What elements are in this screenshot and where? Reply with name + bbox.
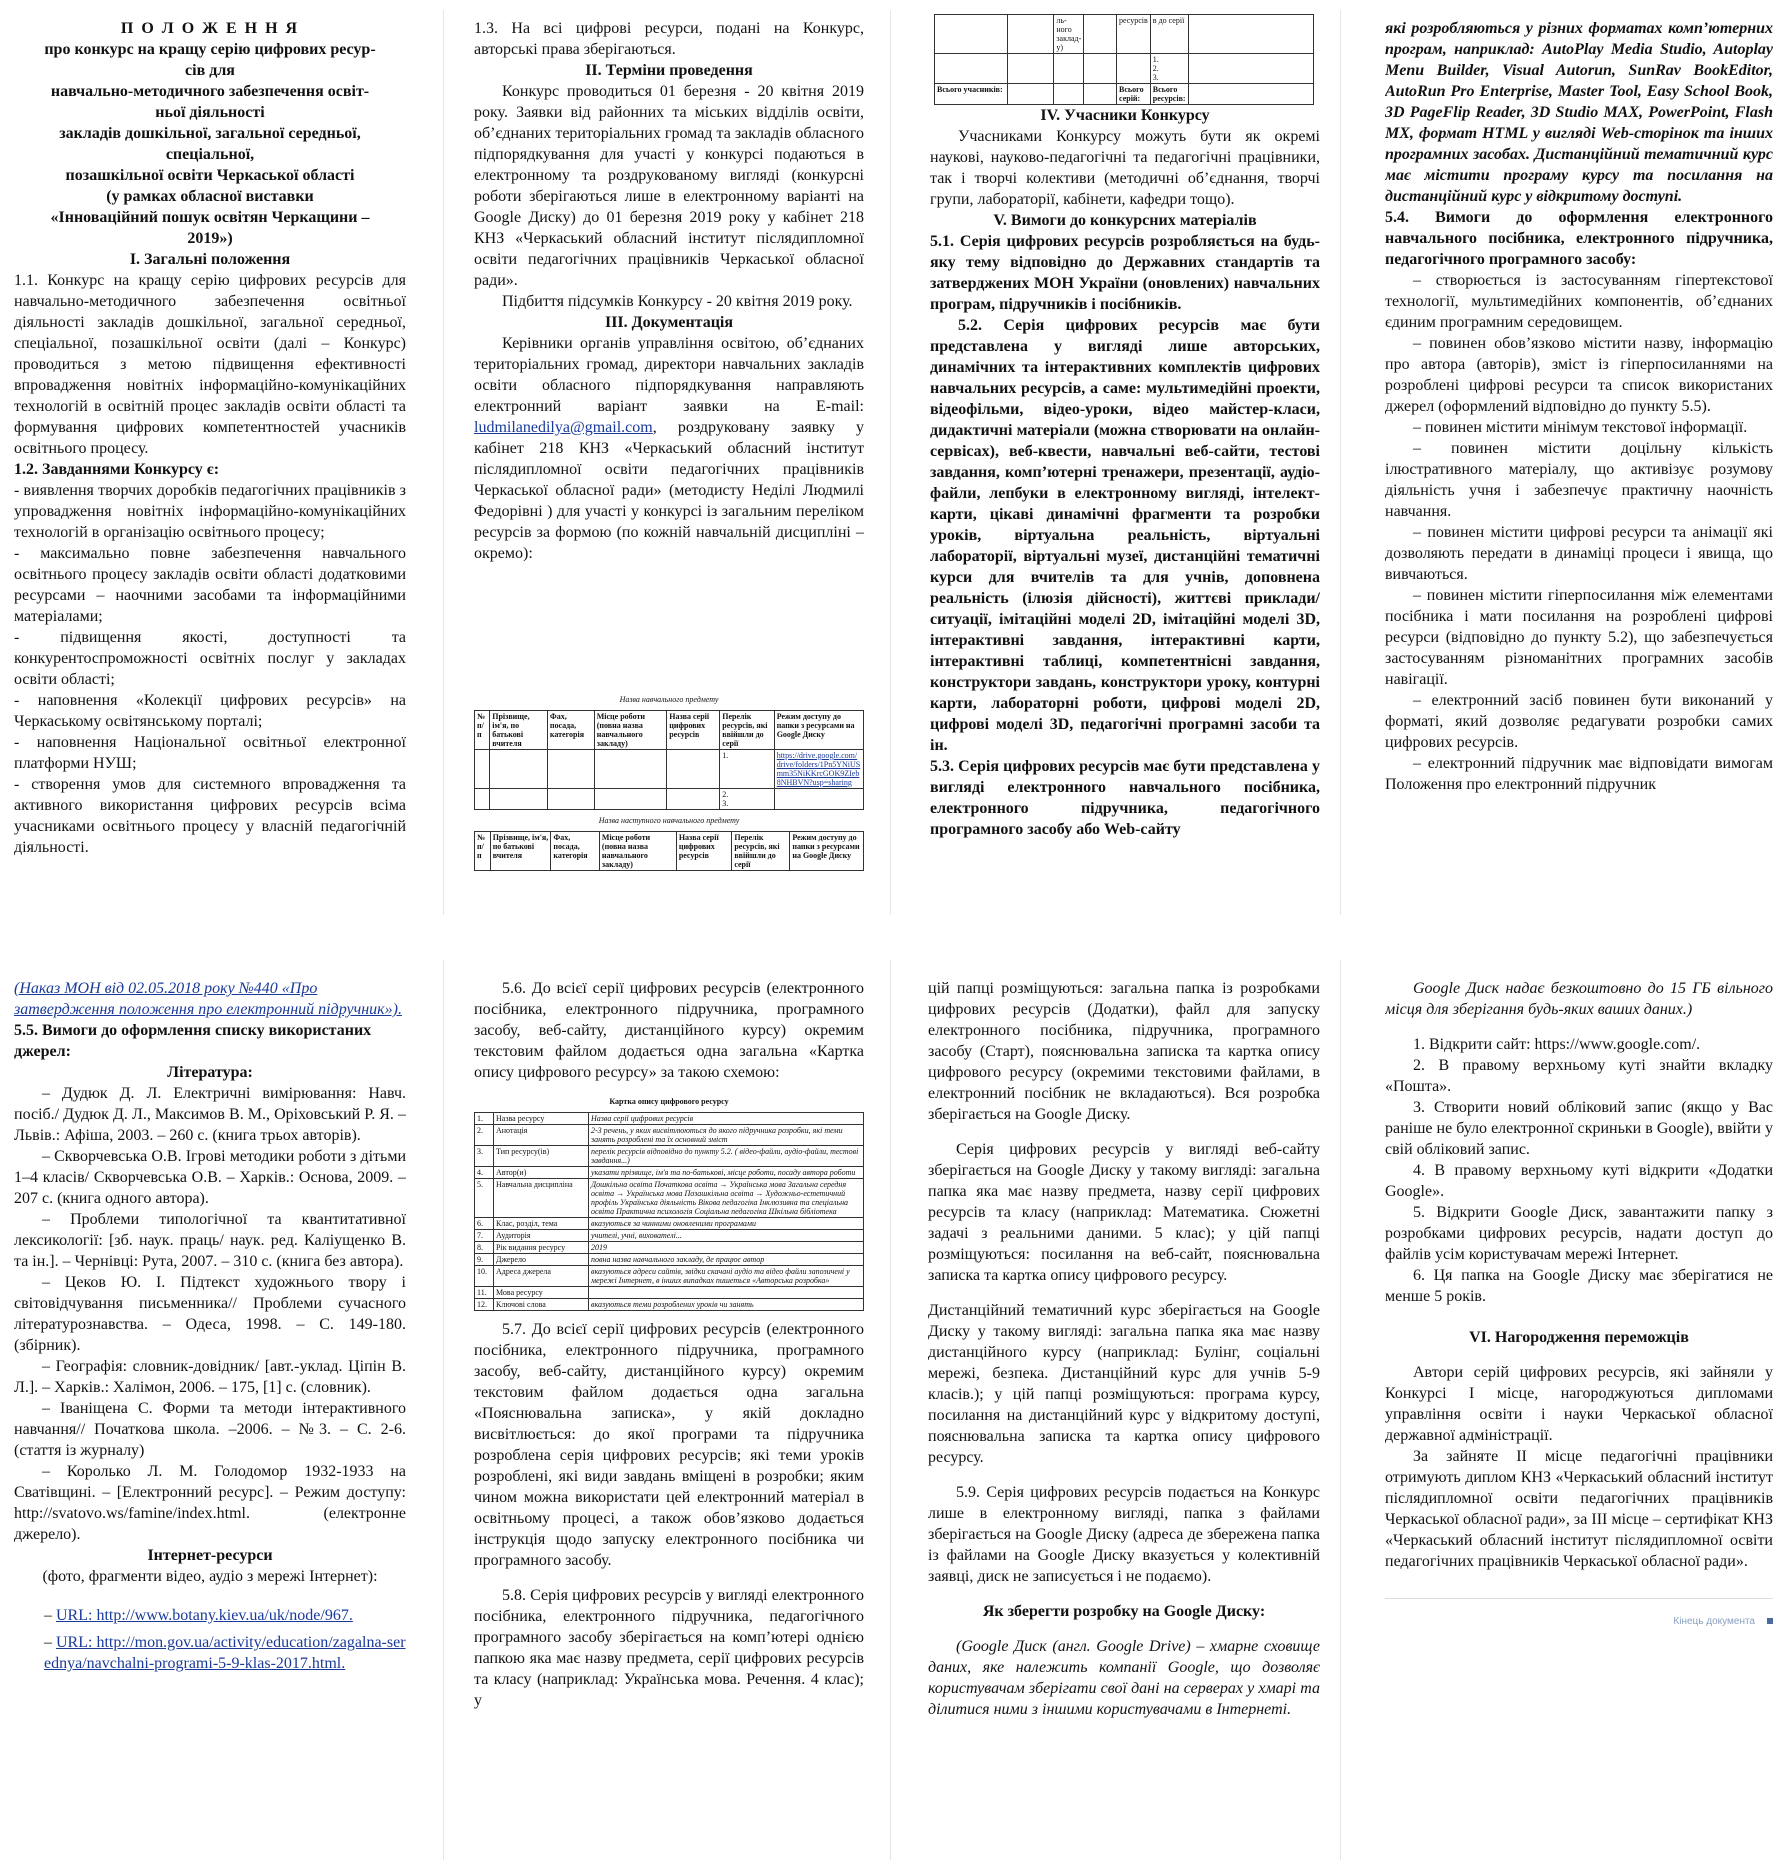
paragraph-1-1: 1.1. Конкурс на кращу серію цифрових ресурсів для навчально-методичного забезпечення освітньої діяльності закладів дошкільної, загальної середньої, спеціальної, позашкільної освіти (далі – Конкурс) проводиться з метою підвищення ефективності впровадження новітніх інформаційно-комунікаційних технологій в освітній процес закладів освіти області та формування цифрових компетентностей учасників освітнього процесу. xyxy=(14,272,406,457)
table-cell: 2019 xyxy=(589,1242,864,1254)
paragraph-5-8: 5.8. Серія цифрових ресурсів у вигляді електронного посібника, електронного підручника, педагогічного програмного засобу зберігається на комп’ютері однією папкою яка має назву предмета, серії цифрових ресурсів та класу (наприклад: Українська мова. Речення. 4 клас); у xyxy=(474,1587,864,1709)
title-line: спеціальної, xyxy=(165,146,255,163)
table-row xyxy=(475,1287,864,1299)
table-cell: 1. 2. 3. xyxy=(1150,54,1188,84)
table-cell: вказуються за чинними оновленими програмами xyxy=(589,1218,864,1230)
award-paragraph-1: Автори серій цифрових ресурсів, які зайняли у Конкурсі І місце, нагороджуються дипломами управління освіти і науки Черкаської обласної державної адміністрації. xyxy=(1385,1364,1773,1444)
email-link[interactable]: ludmilanedilya@gmail.com xyxy=(474,419,653,436)
course-paragraph: Дистанційний тематичний курс зберігається на Google Диску у такому вигляді: загальна папка яка має назву дистанційного курсу (наприклад: Булінг, соціальні мережі, безпека. Дистанційний курс для учнів 5-9 класів.); у цій папці розміщуються: програма курсу, посилання на дистанційний курс у відкритому доступі, пояснювальна записка та картка опису цифрового ресурсу. xyxy=(928,1302,1320,1466)
table-cell: Назва ресурсу xyxy=(494,1113,589,1125)
page-2 xyxy=(474,18,864,923)
table-cell: 2. 3. xyxy=(720,789,774,810)
paragraph-5-3-cont: які розробляються у різних форматах комп’ютерних програм, наприклад: AutoPlay Media Studio, Autoplay Menu Builder, Visual Autorun, SunRav BookEditor, AutoRun Pro Enterprise, Master Tool, Easy School Book, 3D PageFlip Reader, 3D Studio MAX, PowerPoint, Flash MX, формат HTML у вигляді Web-сторінок та інших програмних засобах. Дистанційний тематичний курс має містити програму курсу та посилання на дистанційний курс у відкритому доступі. xyxy=(1385,20,1773,205)
url-link[interactable]: URL: http://mon.gov.ua/activity/education/zagalna-serednya/navchalni-programi-5-9-klas-2017.html. xyxy=(44,1634,406,1672)
table-cell: Назва серії цифрових ресурсів xyxy=(589,1113,864,1125)
bullet-dash: – xyxy=(44,1634,56,1651)
list-item: - створення умов для системного впровадження та активного використання цифрових ресурсів всіма учасниками освітнього процесу у власній педагогічній діяльності. xyxy=(14,776,406,856)
tasks-list xyxy=(14,480,406,858)
page-6 xyxy=(474,978,864,1853)
list-item: – повинен обов’язково містити назву, інформацію про автора (авторів), зміст із гіперпосиланнями на розроблені цифрові ресурси та список використаних джерел (оформлений відповідно до пункту 5.5). xyxy=(1385,335,1773,415)
paragraph-5-4: 5.4. Вимоги до оформлення електронного навчального посібника, електронного підручника, педагогічного програмного засобу: xyxy=(1385,209,1773,268)
table-cell: Тип ресурсу(ів) xyxy=(494,1146,589,1167)
participants-paragraph: Учасниками Конкурсу можуть бути як окремі наукові, науково-педагогічні та педагогічні працівники, так і творчі колективи (методичні об’єднання, творчі групи, лабораторії, кабінети, кафедри тощо). xyxy=(930,128,1320,208)
table-cell: ль-ного заклад-у) xyxy=(1054,15,1084,54)
list-item: 5. Відкрити Google Диск, завантажити папку з розробками цифрових ресурсів, надати доступ до файлів усім користувачам мережі Інтернет. xyxy=(1385,1204,1773,1263)
summary-table xyxy=(934,14,1314,105)
table-header-cell: Режим доступу до папки з ресурсами на Google Диску xyxy=(774,711,863,750)
table-cell: Ключові слова xyxy=(494,1299,589,1311)
list-item: 4. В правому верхньому куті відкрити «Додатки Google». xyxy=(1385,1162,1773,1200)
table-header-cell: Прізвище, ім'я, по батькові вчителя xyxy=(490,711,548,750)
table-cell: Мова ресурсу xyxy=(494,1287,589,1299)
list-item: 2. В правому верхньому куті знайти вкладку «Пошта». xyxy=(1385,1057,1773,1095)
table-row xyxy=(475,1266,864,1287)
page-divider xyxy=(890,960,891,1860)
table-cell: перелік ресурсів відповідно до пункту 5.2. ( відео-файли, аудіо-файли, тестові завдання...) xyxy=(589,1146,864,1167)
table-cell: 4. xyxy=(475,1167,494,1179)
list-item: – повинен містити мінімум текстової інформації. xyxy=(1413,419,1748,436)
list-item: - максимально повне забезпечення навчального освітнього процесу закладів освіти області додатковими ресурсами – наочними засобами та інформаційними матеріалами; xyxy=(14,545,406,625)
table-cell: Анотація xyxy=(494,1125,589,1146)
internet-subheading: (фото, фрагменти відео, аудіо з мережі Інтернет): xyxy=(42,1568,378,1585)
table-header-cell: Назва серії цифрових ресурсів xyxy=(667,711,720,750)
steps-list xyxy=(1385,1034,1773,1307)
table-row xyxy=(475,1242,864,1254)
section-heading: І. Загальні положення xyxy=(129,251,291,268)
list-item: 1. Відкрити сайт: https://www.google.com/. xyxy=(1413,1036,1701,1053)
table-cell: 2-3 речень, у яких висвітлюються до якого підручника розробки, які теми занять розроблені та їх основний зміст xyxy=(589,1125,864,1146)
end-marker-icon xyxy=(1767,1618,1773,1624)
list-item: – електронний засіб повинен бути виконаний у форматі, який дозволяє редагувати розробки самих цифрових ресурсів. xyxy=(1385,692,1773,751)
page-divider xyxy=(443,10,444,915)
terms-paragraph: Конкурс проводиться 01 березня - 20 квітня 2019 року. Заявки від районних та міських відділів освіти, об’єднаних територіальних громад та закладів обласного підпорядкування для участі у конкурсі подаються в електронному та роздрукованому вигляді (конкурсні роботи зберігаються лише в електронному варіанті на Google Диску) до 01 березня 2019 року у кабінет 218 КНЗ «Черкаський обласний інститут післядипломної освіти педагогічних працівників Черкаської обласної ради». xyxy=(474,83,864,289)
table-row xyxy=(475,1218,864,1230)
paragraph-5-1: 5.1. Серія цифрових ресурсів розробляється на будь-яку тему відповідно до Державних стандартів та затверджених МОН України (оновлених) навчальних програм, підручників і посібників. xyxy=(930,233,1320,313)
list-item: - наповнення Національної освітньої електронної платформи НУШ; xyxy=(14,734,406,772)
table-cell: 2. xyxy=(475,1125,494,1146)
table-cell: 10. xyxy=(475,1266,494,1287)
section-heading: V. Вимоги до конкурсних матеріалів xyxy=(993,212,1257,229)
list-item: - підвищення якості, доступності та конкурентоспроможності освітніх послуг у закладах освіти області; xyxy=(14,629,406,688)
paragraph-5-5: 5.5. Вимоги до оформлення списку використаних джерел: xyxy=(14,1022,372,1060)
title-line: 2019») xyxy=(187,230,233,247)
page-divider xyxy=(1340,960,1341,1860)
title-line: П О Л О Ж Е Н Н Я xyxy=(120,20,300,37)
table-cell: 1. xyxy=(475,1113,494,1125)
drive-link[interactable]: https://drive.google.com/drive/folders/1Pn5YNiUSmm35NiKKrcGOK9ZIeb8NHBVN?usp=sharing xyxy=(776,751,861,787)
paragraph-5-2: 5.2. Серія цифрових ресурсів має бути представлена у вигляді лише авторських, динамічних та інтерактивних комплектів цифрових навчальних ресурсів, а саме: мультимедійні проекти, відеофільми, відео-уроки, відео майстер-класи, дидактичні матеріали (можна створювати на онлайн-сервісах), веб-квести, навчальні веб-сайти, тестові завдання, комп’ютерні тренажери, презентації, аудіо-файли, лепбуки в електронному вигляді, інтелект-карти, цікаві динамічні фрагменти та розробки уроків, віртуальна реальність, віртуальні лабораторії, віртуальні музеї, дистанційні тематичні курси для вчителів та для учнів, доповнена реальність (ілюзія дійсності), життєві приклади/ситуації, імітаційні моделі 2D, імітаційні моделі 3D, інтерактивні завдання, інтерактивні карти, інтерактивні таблиці, компетентнісні завдання, конструктори завдань, конструктори уроку, контурні карти, лабораторні роботи, цифрові моделі 2D, цифрові моделі 3D, педагогічні програмні засоби та ін. xyxy=(930,317,1320,754)
application-table xyxy=(474,710,864,810)
title-line: закладів дошкільної, загальної середньої, xyxy=(59,125,361,142)
section-heading: IV. Учасники Конкурсу xyxy=(1040,107,1210,124)
table-header-cell: Прізвище, ім'я, по батькові вчителя xyxy=(490,832,551,871)
paragraph-5-8-cont: цій папці розміщуються: загальна папка із розробками цифрових ресурсів (Додатки), файл для запуску електронного посібника, підручника, програмного засобу (Старт), пояснювальна записка та картка опису цифрового ресурсу (окремими текстовими файлами, в електронний посібник не вкладаються). Вся розробка зберігається на Google Диску. xyxy=(928,980,1320,1123)
list-item: - виявлення творчих доробків педагогічних працівників з упровадження новітніх інформаційно-комунікаційних технологій в організацію освітнього процесу; xyxy=(14,482,406,541)
table-cell: Всього учасників: xyxy=(935,84,1008,105)
page-3 xyxy=(930,14,1320,919)
page-divider xyxy=(890,10,891,915)
title-line: «Інноваційний пошук освітян Черкащини – xyxy=(50,209,370,226)
table-header-cell: Назва серії цифрових ресурсів xyxy=(676,832,732,871)
table-cell: 6. xyxy=(475,1218,494,1230)
title-line: про конкурс на кращу серію цифрових ресур- xyxy=(44,41,376,58)
url-list xyxy=(14,1605,406,1674)
table-cell xyxy=(774,750,863,789)
table-cell: 11. xyxy=(475,1287,494,1299)
table-cell: Автор(и) xyxy=(494,1167,589,1179)
table-caption: Назва наступного навчального предмету xyxy=(598,816,740,825)
list-item: – Королько Л. М. Голодомор 1932-1933 на Сватівщині. – [Електронний ресурс]. – Режим доступу: http://svatovo.ws/famine/index.html. (електронне джерело). xyxy=(14,1463,406,1543)
list-item: – Скворчевська О.В. Ігрові методики роботи з дітьми 1–4 класів/ Скворчевська О.В. – Харків.: Основа, 2009. – 207 с. (книга одного автора). xyxy=(14,1148,406,1207)
list-item: – повинен містити цифрові ресурси та анімації які дозволяють передати в динаміці процеси і явища, що вивчаються. xyxy=(1385,524,1773,583)
title-line: навчально-методичного забезпечення освіт- xyxy=(50,83,370,100)
list-item xyxy=(44,1632,406,1674)
results-paragraph: Підбиття підсумків Конкурсу - 20 квітня 2019 року. xyxy=(502,293,853,310)
table-row xyxy=(475,1299,864,1311)
list-item: – повинен містити доцільну кількість ілюстративного матеріалу, що активізує розумову діяльність учня і забезпечує практичну наочність навчання. xyxy=(1385,440,1773,520)
table-cell: указати прізвище, ім'я та по-батькові, місце роботи, посаду автора роботи xyxy=(589,1167,864,1179)
paragraph-5-6: 5.6. До всієї серії цифрових ресурсів (електронного посібника, електронного підручника, програмного засобу, веб-сайту, дистанційного курсу) окремим текстовим файлом додається одна загальна «Картка опису цифрового ресурсу» за такою схемою: xyxy=(474,980,864,1081)
table-row xyxy=(475,1230,864,1242)
google-drive-cont: Google Диск надає безкоштовно до 15 ГБ вільного місця для зберігання будь-яких ваших даних.) xyxy=(1385,980,1773,1018)
google-drive-paragraph: (Google Диск (англ. Google Drive) – хмарне сховище даних, яке належить компанії Google, що дозволяє користувачам зберігати свої дані на серверах у хмарі та ділитися ними з іншими користувачами в Інтернеті. xyxy=(928,1638,1320,1718)
table-header-cell: № п/п xyxy=(475,711,490,750)
table-cell: Всього ресурсів: xyxy=(1150,84,1188,105)
award-paragraph-2: За зайняте ІІ місце педагогічні працівники отримують диплом КНЗ «Черкаський обласний інститут післядипломної освіти педагогічних працівників Черкаської обласної ради», за ІІІ місце – сертифікат КНЗ «Черкаський обласний інститут післядипломної освіти педагогічних працівників Черкаської обласної ради». xyxy=(1385,1448,1773,1570)
list-item: – створюється із застосуванням гіпертекстової технології, мультимедійних компонентів, об’єднаних єдиним програмним середовищем. xyxy=(1385,272,1773,331)
table-cell: 7. xyxy=(475,1230,494,1242)
table-cell: Адреса джерела xyxy=(494,1266,589,1287)
title-line: позашкільної освіти Черкаської області xyxy=(65,167,355,184)
paragraph-1-2: 1.2. Завданнями Конкурсу є: xyxy=(14,461,220,478)
table-cell: ресурсів xyxy=(1117,15,1151,54)
table-header-cell: Місце роботи (повна назва навчального закладу) xyxy=(594,711,667,750)
documentation-paragraph xyxy=(474,333,864,564)
table-cell: Всього серій: xyxy=(1117,84,1151,105)
howto-heading: Як зберегти розробку на Google Диску: xyxy=(982,1603,1266,1620)
table-header-cell: Режим доступу до папки з ресурсами на Google Диску xyxy=(790,832,864,871)
table-cell: повна назва навчального закладу, де працює автор xyxy=(589,1254,864,1266)
order-link[interactable]: (Наказ МОН від 02.05.2018 року №440 «Про затвердження положення про електронний підручник»). xyxy=(14,980,402,1018)
table-cell: учителі, учні, вихователі... xyxy=(589,1230,864,1242)
bullet-dash: – xyxy=(44,1607,56,1624)
paragraph-1-3: 1.3. На всі цифрові ресурси, подані на Конкурс, авторські права зберігаються. xyxy=(474,20,864,58)
page-5 xyxy=(14,978,406,1853)
literature-list xyxy=(14,1083,406,1545)
table-row xyxy=(475,1167,864,1179)
website-paragraph: Серія цифрових ресурсів у вигляді веб-сайту зберігається на Google Диску у такому вигляді: загальна папка яка має назву предмета, назву серії цифрових ресурсів та класу (наприклад: Математика. Сюжетні задачі з реальними даними. 5 клас); у цій папці розміщуються: посилання на веб-сайт, пояснювальна записка та картка опису цифрового ресурсу. xyxy=(928,1141,1320,1284)
page-4 xyxy=(1385,18,1773,923)
page-divider xyxy=(443,960,444,1860)
table-header-cell: № п/п xyxy=(475,832,491,871)
section-heading: ІІІ. Документація xyxy=(604,314,734,331)
list-item: – Цеков Ю. І. Підтекст художнього твору і світовідчування письменника// Проблеми сучасного літературознавства. – Одеса, 1998. – С. 149-180. (збірник). xyxy=(14,1274,406,1354)
description-card-table xyxy=(474,1112,864,1311)
table-cell xyxy=(589,1287,864,1299)
table-caption: Назва навчального предмету xyxy=(619,695,719,704)
list-item: 3. Створити новий обліковий запис (якщо у Вас раніше не було електронної скриньки в Google), ввійти у свій обліковий запис. xyxy=(1385,1099,1773,1158)
table-header-cell: Фах, посада, категорія xyxy=(551,832,600,871)
table-cell: 5. xyxy=(475,1179,494,1218)
table-cell: 3. xyxy=(475,1146,494,1167)
internet-heading: Інтернет-ресурси xyxy=(147,1547,273,1564)
table-row xyxy=(475,1113,864,1125)
table-header-cell: Місце роботи (повна назва навчального закладу) xyxy=(599,832,676,871)
doc-text: , роздруковану заявку у кабінет 218 КНЗ «Черкаський обласний інститут післядипломної освіти педагогічних працівників Черкаської обласної ради» (методисту Неділі Людмилі Федорівні ) для участі у конкурсі із загальним переліком ресурсів за формою (по кожній навчальній дисципліні – окремо): xyxy=(474,419,864,562)
list-item: – Іваніщена С. Форми та методи інтерактивного навчання// Початкова школа. –2006. – №3. – С. 2-6. (стаття із журналу) xyxy=(14,1400,406,1459)
title-line: (у рамках обласної виставки xyxy=(106,188,314,205)
table-row xyxy=(475,1254,864,1266)
list-item: – повинен містити гіперпосилання між елементами посібника і мати посилання на розроблені цифрові ресурси (відповідно до пункту 5.2), що забезпечується застосуванням різноманітних програмних засобів навігації. xyxy=(1385,587,1773,688)
table-cell: 8. xyxy=(475,1242,494,1254)
list-item: – Дудюк Д. Л. Електричні вимірювання: Навч. посіб./ Дудюк Д. Л., Максимов В. М., Оріховський Р. Я. – Львів.: Афіша, 2003. – 260 с. (книга трьох авторів). xyxy=(14,1085,406,1144)
table-cell: в до серії xyxy=(1150,15,1188,54)
table-cell: 9. xyxy=(475,1254,494,1266)
table-cell: Джерело xyxy=(494,1254,589,1266)
url-link[interactable]: URL: http://www.botany.kiev.ua/uk/node/967. xyxy=(56,1607,353,1624)
list-item: 6. Ця папка на Google Диску має зберігатися не менше 5 років. xyxy=(1385,1267,1773,1305)
list-item: – Проблеми типологічної та квантитативної лексикології: [зб. наук. праць/ наук. ред. Каліущенко В. та ін.]. – Чернівці: Рута, 2007. – 310 с. (книга без автора). xyxy=(14,1211,406,1270)
title-line: ньої діяльності xyxy=(155,104,265,121)
table-cell: вказуються адреси сайтів, звідки скачані аудіо та відео файли запозичені у мережі Інтернет, в інших випадках пишеться «Авторська розробка» xyxy=(589,1266,864,1287)
page-divider xyxy=(1340,10,1341,915)
doc-text: Керівники органів управління освітою, об’єднаних територіальних громад, директори навчальних закладів освіти обласного підпорядкування направляють електронний варіант заявки на E-mail: xyxy=(474,335,864,415)
list-item: – електронний підручник має відповідати вимогам Положення про електронний підручник xyxy=(1385,755,1773,793)
paragraph-5-9: 5.9. Серія цифрових ресурсів подається на Конкурс лише в електронному вигляді, папка з файлами зберігається на Google Диску (адреса де збережена папка із файлами на Google Диску вказується у колективній заявці, диск не записується і не подаємо). xyxy=(928,1484,1320,1585)
end-of-document-label: Кінець документа xyxy=(1673,1616,1755,1627)
table-row xyxy=(475,1146,864,1167)
table-cell: Клас, розділ, тема xyxy=(494,1218,589,1230)
card-title: Картка опису цифрового ресурсу xyxy=(609,1097,729,1106)
section-heading: ІІ. Терміни проведення xyxy=(585,62,753,79)
table-row xyxy=(475,1179,864,1218)
table-header-cell: Фах, посада, категорія xyxy=(547,711,594,750)
list-item xyxy=(44,1605,406,1626)
paragraph-5-7: 5.7. До всієї серії цифрових ресурсів (електронного посібника, електронного підручника, програмного засобу, веб-сайту, дистанційного курсу) окремим текстовим файлом додається одна загальна «Пояснювальна записка», у якій докладно висвітлюється: до якої програми та підручника розроблена серія цифрових ресурсів; які теми уроків розроблені, які види завдань вміщені в розробки; яким чином можна використати цей електронний матеріал в освітньому процесі, а також обов’язково додається інструкція щодо запуску електронного посібника чи програмного засобу. xyxy=(474,1321,864,1569)
section-heading: VI. Нагородження переможців xyxy=(1469,1329,1689,1346)
table-cell: вказуються теми розроблених уроків чи занять xyxy=(589,1299,864,1311)
table-header-cell: Перелік ресурсів, які ввійшли до серії xyxy=(720,711,774,750)
table-cell: 12. xyxy=(475,1299,494,1311)
list-item: – Географія: словник-довідник/ [авт.-уклад. Ціпін В. Л.]. – Харків.: Халімон, 2006. – 175, [1] с. (словник). xyxy=(14,1358,406,1396)
requirements-list xyxy=(1385,270,1773,795)
table-cell: 1. xyxy=(720,750,774,789)
literature-heading: Література: xyxy=(167,1064,253,1081)
table-row xyxy=(475,1125,864,1146)
application-table-2 xyxy=(474,831,864,871)
title-line: сів для xyxy=(185,62,235,79)
list-item: - наповнення «Колекції цифрових ресурсів» на Черкаському освітянському порталі; xyxy=(14,692,406,730)
document-title xyxy=(14,18,406,249)
paragraph-5-3: 5.3. Серія цифрових ресурсів має бути представлена у вигляді електронного навчального посібника, електронного підручника, педагогічного програмного засобу або Web-сайту xyxy=(930,758,1320,838)
table-cell: Аудиторія xyxy=(494,1230,589,1242)
page-7 xyxy=(928,978,1320,1853)
table-header-cell: Перелік ресурсів, які ввійшли до серії xyxy=(732,832,790,871)
table-cell: Навчальна дисципліна xyxy=(494,1179,589,1218)
page-1 xyxy=(14,18,406,903)
page-8 xyxy=(1385,978,1773,1853)
table-cell: Дошкільна освіта Початкова освіта → Українська мова Загальна середня освіта → Українська мова Позашкільна освіта → Художньо-естетичний профіль Українська діяльність Вікова педагогіка Інклюзивна та спеціальна освіта Практична психологія Соціальна педагогіка Шкільна бібліотека xyxy=(589,1179,864,1218)
table-cell: Рік видання ресурсу xyxy=(494,1242,589,1254)
